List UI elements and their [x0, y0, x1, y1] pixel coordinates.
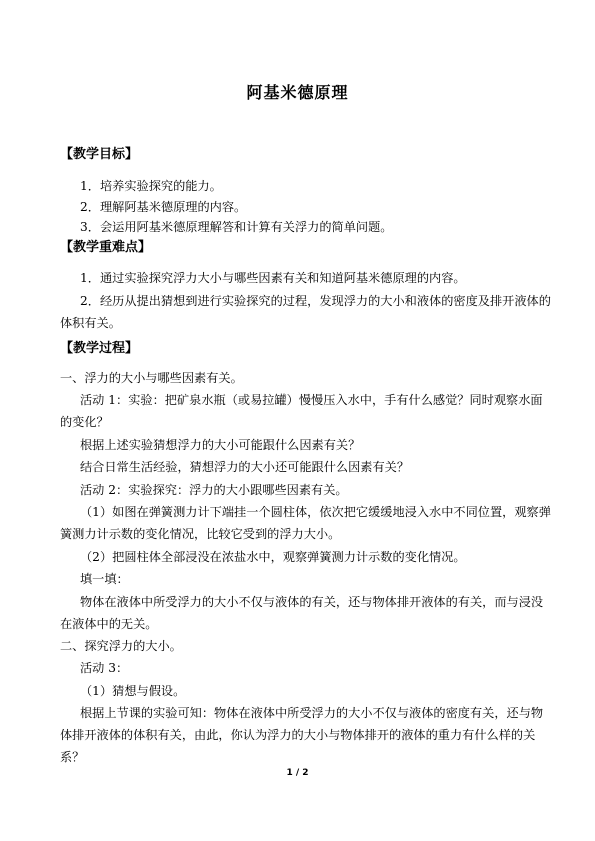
process-line: 的变化？ [60, 415, 109, 429]
process-line: 结合日常生活经验，猜想浮力的大小还可能跟什么因素有关？ [80, 460, 410, 474]
process-line: 系？ [60, 750, 85, 764]
section-heading-keypoints: 【教学重难点】 [60, 240, 152, 255]
process-line: 根据上节课的实验可知：物体在液体中所受浮力的大小不仅与液体的密度有关，还与物 [80, 706, 544, 720]
process-line: （1）猜想与假设。 [80, 684, 186, 698]
process-line: 活动 2：实验探究：浮力的大小跟哪些因素有关。 [80, 483, 348, 497]
section-heading-process: 【教学过程】 [60, 341, 139, 356]
process-line: 填一填： [80, 572, 129, 586]
process-line: 在液体中的无关。 [60, 617, 158, 631]
goal-item: 2．理解阿基米德原理的内容。 [80, 200, 247, 214]
document-title: 阿基米德原理 [246, 83, 349, 102]
keypoint-line: 1．通过实验探究浮力大小与哪些因素有关和知道阿基米德原理的内容。 [80, 271, 466, 285]
process-line: 体排开液体的体积有关，由此，你认为浮力的大小与物体排开的液体的重力有什么样的关 [60, 728, 536, 742]
process-line: 物体在液体中所受浮力的大小不仅与液体的有关，还与物体排开液体的有关，而与浸没 [80, 595, 544, 609]
process-line: 活动 1：实验：把矿泉水瓶（或易拉罐）慢慢压入水中，手有什么感觉？同时观察水面 [80, 393, 543, 407]
keypoint-line: 2．经历从提出猜想到进行实验探究的过程，发现浮力的大小和液体的密度及排开液体的 [80, 294, 551, 308]
process-line: （2）把圆柱体全部浸没在浓盐水中，观察弹簧测力计示数的变化情况。 [80, 550, 466, 564]
process-line: 簧测力计示数的变化情况，比较它受到的浮力大小。 [60, 527, 341, 541]
process-line: 二、探究浮力的大小。 [60, 639, 182, 653]
goal-item: 1．培养实验探究的能力。 [80, 179, 222, 193]
process-line: 一、浮力的大小与哪些因素有关。 [60, 371, 243, 385]
process-line: 根据上述实验猜想浮力的大小可能跟什么因素有关？ [80, 438, 361, 452]
page-number: 1 / 2 [286, 768, 309, 778]
process-line: 活动 3： [80, 661, 129, 675]
section-heading-goals: 【教学目标】 [60, 147, 139, 162]
keypoint-line: 体积有关。 [60, 316, 121, 330]
goal-item: 3．会运用阿基米德原理解答和计算有关浮力的简单问题。 [80, 220, 393, 234]
process-line: （1）如图在弹簧测力计下端挂一个圆柱体，依次把它缓缓地浸入水中不同位置，观察弹 [80, 505, 551, 519]
